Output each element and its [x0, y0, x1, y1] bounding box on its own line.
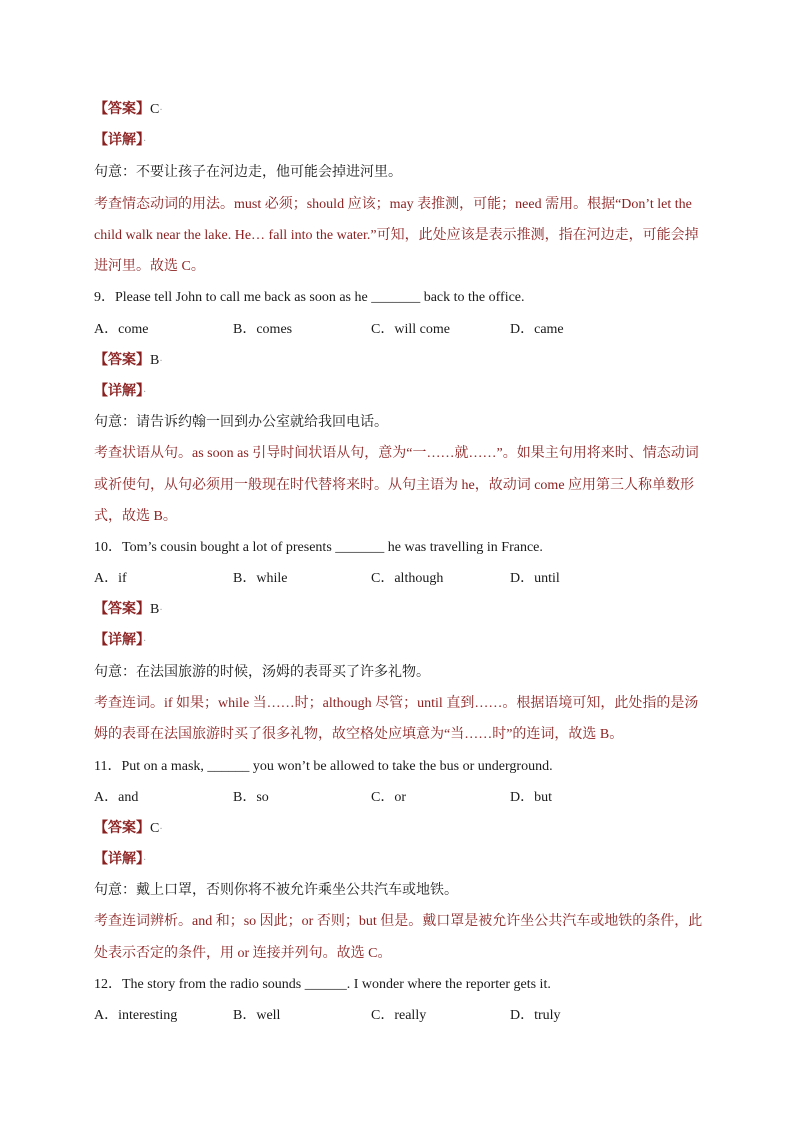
option-b: B．comes: [233, 322, 293, 337]
option-d: D．came: [510, 322, 564, 337]
explanation-line: 考查状语从句。as soon as 引导时间状语从句，意为“一……就……”。如果主句用将来时、情态动词: [94, 446, 699, 461]
explanation-line: child walk near the lake. He… fall into the water.”可知，此处应该是表示推测，指在河边走，可能会掉: [94, 228, 699, 243]
option-a: A．and: [94, 790, 139, 805]
question-9: 9．Please tell John to call me back as soon as he _______ back to the office.: [94, 290, 525, 305]
meaning-line: 句意：在法国旅游的时候，汤姆的表哥买了许多礼物。: [94, 665, 430, 680]
explanation-line: 考查连词。if 如果；while 当……时；although 尽管；until 直到……。根据语境可知，此处指的是汤: [94, 696, 699, 711]
option-b: B．while: [233, 571, 288, 586]
detail-label: 【详解】: [94, 852, 143, 867]
question-11: 11．Put on a mask, ______ you won’t be allowed to take the bus or underground.: [94, 759, 553, 774]
meaning-line: 句意：不要让孩子在河边走，他可能会掉进河里。: [94, 165, 402, 180]
explanation-line: 或祈使句，从句必须用一般现在时代替将来时。从句主语为 he，故动词 come 应用第三人称单数形: [94, 478, 695, 493]
answer-label: 【答案】: [94, 821, 150, 836]
answer-value: C: [150, 102, 160, 117]
option-c: C．although: [371, 571, 444, 586]
option-c: C．will come: [371, 322, 450, 337]
answer-line: 【答案】B·: [94, 602, 163, 617]
meaning-line: 句意：戴上口罩，否则你将不被允许乘坐公共汽车或地铁。: [94, 883, 458, 898]
option-d: D．truly: [510, 1008, 561, 1023]
answer-value: B: [150, 353, 160, 368]
explanation-line: 考查连词辨析。and 和；so 因此；or 否则；but 但是。戴口罩是被允许坐公共汽车或地铁的条件，此: [94, 914, 703, 929]
option-c: C．or: [371, 790, 406, 805]
answer-label: 【答案】: [94, 353, 150, 368]
answer-value: B: [150, 602, 160, 617]
explanation-line: 进河里。故选 C。: [94, 259, 205, 274]
detail-label: 【详解】: [94, 633, 143, 648]
explanation-line: 姆的表哥在法国旅游时买了很多礼物，故空格处应填意为“当……时”的连词，故选 B。: [94, 727, 624, 742]
option-a: A．come: [94, 322, 149, 337]
meaning-line: 句意：请告诉约翰一回到办公室就给我回电话。: [94, 415, 388, 430]
detail-line: 【详解】·: [94, 133, 147, 148]
answer-line: 【答案】C·: [94, 821, 163, 836]
detail-line: 【详解】·: [94, 852, 147, 867]
option-b: B．well: [233, 1008, 281, 1023]
option-b: B．so: [233, 790, 269, 805]
option-d: D．until: [510, 571, 560, 586]
answer-label: 【答案】: [94, 102, 150, 117]
detail-label: 【详解】: [94, 384, 143, 399]
detail-line: 【详解】·: [94, 384, 147, 399]
explanation-line: 式，故选 B。: [94, 509, 177, 524]
explanation-line: 处表示否定的条件，用 or 连接并列句。故选 C。: [94, 946, 392, 961]
option-c: C．really: [371, 1008, 427, 1023]
detail-label: 【详解】: [94, 133, 143, 148]
question-12: 12．The story from the radio sounds ______. I wonder where the reporter gets it.: [94, 977, 551, 992]
answer-line: 【答案】B·: [94, 353, 163, 368]
option-d: D．but: [510, 790, 552, 805]
answer-label: 【答案】: [94, 602, 150, 617]
explanation-line: 考查情态动词的用法。must 必须；should 应该；may 表推测，可能；need 需用。根据“Don’t let the: [94, 197, 692, 212]
answer-line: 【答案】C·: [94, 102, 163, 117]
question-10: 10．Tom’s cousin bought a lot of presents _______ he was travelling in France.: [94, 540, 543, 555]
option-a: A．if: [94, 571, 127, 586]
detail-line: 【详解】·: [94, 633, 147, 648]
option-a: A．interesting: [94, 1008, 178, 1023]
answer-value: C: [150, 821, 160, 836]
